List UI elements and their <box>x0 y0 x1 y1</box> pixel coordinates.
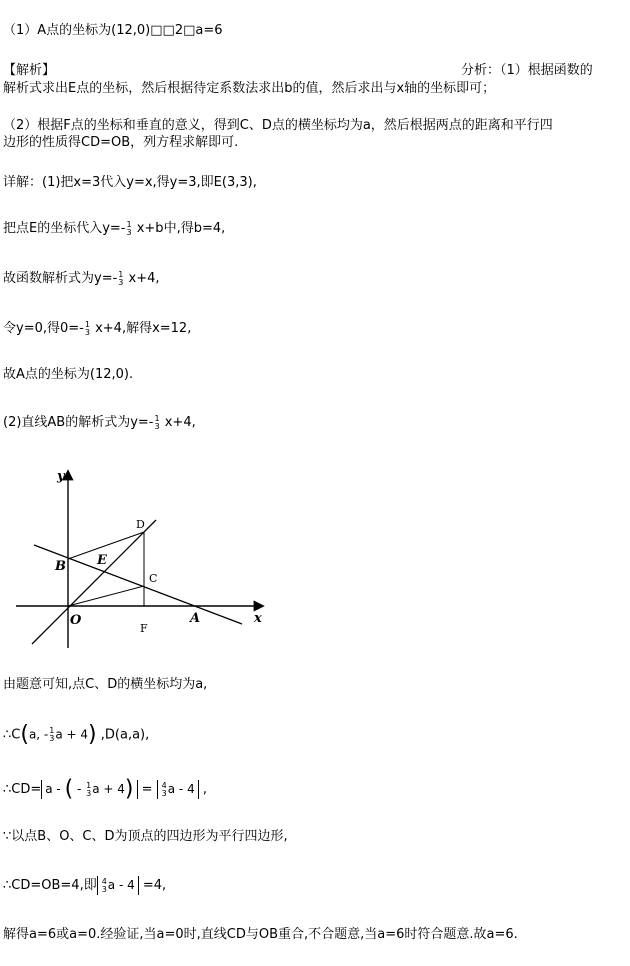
l4-post: x+4,解得x=12, <box>90 321 192 336</box>
fraction-one-third <box>49 727 54 743</box>
frac-den: 3 <box>49 734 55 743</box>
analysis-label: 分析： <box>461 63 501 78</box>
abs-cd <box>41 776 137 802</box>
line-ab <box>34 545 242 624</box>
fraction-one-third <box>85 321 90 337</box>
label-a: A <box>190 611 201 626</box>
frac-num: 1 <box>118 269 124 279</box>
coordinate-figure <box>10 458 270 663</box>
left-paren: ( <box>64 776 74 802</box>
l3-pre: 故函数解析式为y=- <box>3 271 118 286</box>
frac-den: 3 <box>118 277 124 287</box>
frac-den: 3 <box>101 884 107 894</box>
frac-den: 3 <box>84 327 90 337</box>
frac-num: 1 <box>154 413 160 423</box>
l9-in3: a + 4 <box>92 782 125 796</box>
l9-in2: - <box>73 782 86 796</box>
l9-pre: ∴CD= <box>3 782 42 797</box>
fraction-one-third <box>155 415 160 431</box>
solution-line-3 <box>3 270 160 287</box>
frac-num: 1 <box>126 219 132 229</box>
l4-pre: 令y=0,得0=- <box>3 321 84 336</box>
l8-post: ,D(a,a), <box>96 727 150 743</box>
fraction-four-thirds <box>102 878 107 894</box>
solution-line-2 <box>3 220 225 237</box>
abs-four-thirds <box>157 780 199 799</box>
l6-post: x+4, <box>160 415 196 430</box>
fraction-one-third <box>86 782 91 798</box>
frac4-num: 4 <box>101 876 107 886</box>
solution-line-1: 详解：(1)把x=3代入y=x,得y=3,即E(3,3), <box>3 175 257 190</box>
fraction-one-third <box>127 221 132 237</box>
left-paren: ( <box>20 722 29 747</box>
analysis-tag: 【解析】 <box>3 63 56 78</box>
l9-in4: a - 4 <box>167 782 195 796</box>
label-d: D <box>136 518 145 531</box>
frac-den: 3 <box>126 227 132 237</box>
l2-post: x+b中,得b=4, <box>132 221 226 236</box>
label-f: F <box>140 622 148 635</box>
solution-line-5: 故A点的坐标为(12,0). <box>3 367 134 382</box>
line-y-equals-x <box>32 520 156 644</box>
l9-mid: = <box>137 782 157 797</box>
l8-in1: a, - <box>28 727 49 742</box>
analysis-p1-start: （1）根据函数的 <box>500 63 593 78</box>
l9-post: , <box>198 782 207 797</box>
solution-line-7: 由题意可知,点C、D的横坐标均为a, <box>3 677 208 692</box>
solution-line-12: 解得a=6或a=0.经验证,当a=0时,直线CD与OB重合,不合题意,当a=6时符合题意.故a=6. <box>3 927 518 942</box>
l8-pre: ∴C <box>3 727 21 743</box>
l11-post: =4, <box>138 878 167 893</box>
analysis-p2-a: （2）根据F点的坐标和垂直的意义，得到C、D点的横坐标均为a，然后根据两点的距离和平行四 <box>3 118 553 133</box>
frac-den: 3 <box>161 788 167 798</box>
frac-den: 3 <box>86 788 92 798</box>
analysis-p2-b: 边形的性质得CD=OB，列方程求解即可. <box>3 135 239 150</box>
l8-in2: a + 4 <box>55 727 89 742</box>
label-o: O <box>70 613 82 628</box>
fraction-one-third <box>118 271 123 287</box>
solution-line-6 <box>3 414 196 431</box>
fraction-four-thirds <box>162 782 167 798</box>
frac-num: 1 <box>84 319 90 329</box>
frac4-num: 4 <box>161 780 167 790</box>
right-paren: ) <box>124 776 134 802</box>
label-y: y <box>57 469 65 484</box>
analysis-start <box>461 62 593 79</box>
label-x: x <box>254 611 262 626</box>
analysis-p1-cont: 解析式求出E点的坐标，然后根据待定系数法求出b的值，然后求出与x轴的坐标即可； <box>3 81 496 96</box>
l9-in1: a - <box>45 782 65 796</box>
label-b: B <box>55 559 66 574</box>
l11-in: a - 4 <box>107 878 135 892</box>
right-paren: ) <box>88 722 97 747</box>
abs-four-thirds <box>97 876 139 895</box>
frac-den: 3 <box>154 421 160 431</box>
solution-line-10: ∵以点B、O、C、D为顶点的四边形为平行四边形, <box>3 829 288 844</box>
solution-line-4 <box>3 320 191 337</box>
l6-pre: (2)直线AB的解析式为y=- <box>3 415 154 430</box>
solution-line-8 <box>3 722 150 747</box>
solution-line-11 <box>3 876 166 895</box>
frac-num: 1 <box>49 726 55 735</box>
frac-num: 1 <box>86 780 92 790</box>
solution-line-9 <box>3 776 207 802</box>
l2-pre: 把点E的坐标代入y=- <box>3 221 126 236</box>
answer-line: （1）A点的坐标为(12,0)□□2□a=6 <box>3 23 223 38</box>
label-e: E <box>97 553 107 568</box>
label-c: C <box>149 572 158 585</box>
l11-pre: ∴CD=OB=4,即 <box>3 878 97 893</box>
l3-post: x+4, <box>124 271 160 286</box>
